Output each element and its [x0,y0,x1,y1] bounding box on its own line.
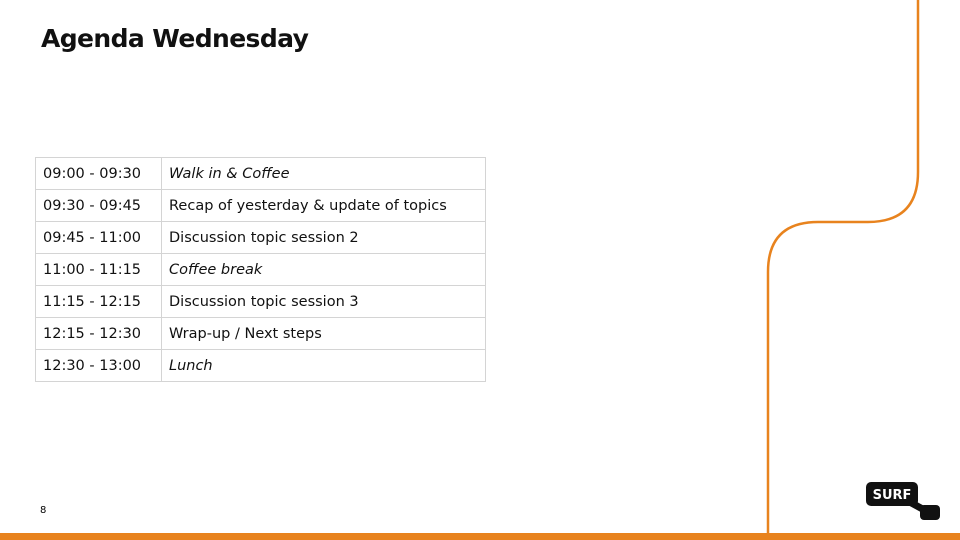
agenda-time-cell: 09:30 - 09:45 [36,190,162,222]
agenda-time-cell: 12:30 - 13:00 [36,350,162,382]
agenda-activity-cell: Discussion topic session 3 [162,286,486,318]
bottom-accent-bar [0,533,960,540]
table-row [36,254,486,286]
table-row [36,286,486,318]
slide-title: Agenda Wednesday [41,24,309,53]
agenda-activity-cell: Discussion topic session 2 [162,222,486,254]
page-number: 8 [40,505,47,516]
agenda-activity-cell: Recap of yesterday & update of topics [162,190,486,222]
agenda-time-cell: 09:45 - 11:00 [36,222,162,254]
surf-logo-text: SURF [872,488,912,503]
agenda-activity-cell: Coffee break [162,254,486,286]
agenda-activity-cell: Walk in & Coffee [162,158,486,190]
orange-curve-line [768,0,918,540]
surf-logo [866,482,940,520]
table-row [36,158,486,190]
agenda-activity-cell: Wrap-up / Next steps [162,318,486,350]
agenda-table [35,157,486,382]
agenda-time-cell: 09:00 - 09:30 [36,158,162,190]
table-row [36,318,486,350]
agenda-activity-cell: Lunch [162,350,486,382]
agenda-time-cell: 12:15 - 12:30 [36,318,162,350]
agenda-time-cell: 11:15 - 12:15 [36,286,162,318]
table-row [36,190,486,222]
table-row [36,350,486,382]
agenda-time-cell: 11:00 - 11:15 [36,254,162,286]
table-row [36,222,486,254]
